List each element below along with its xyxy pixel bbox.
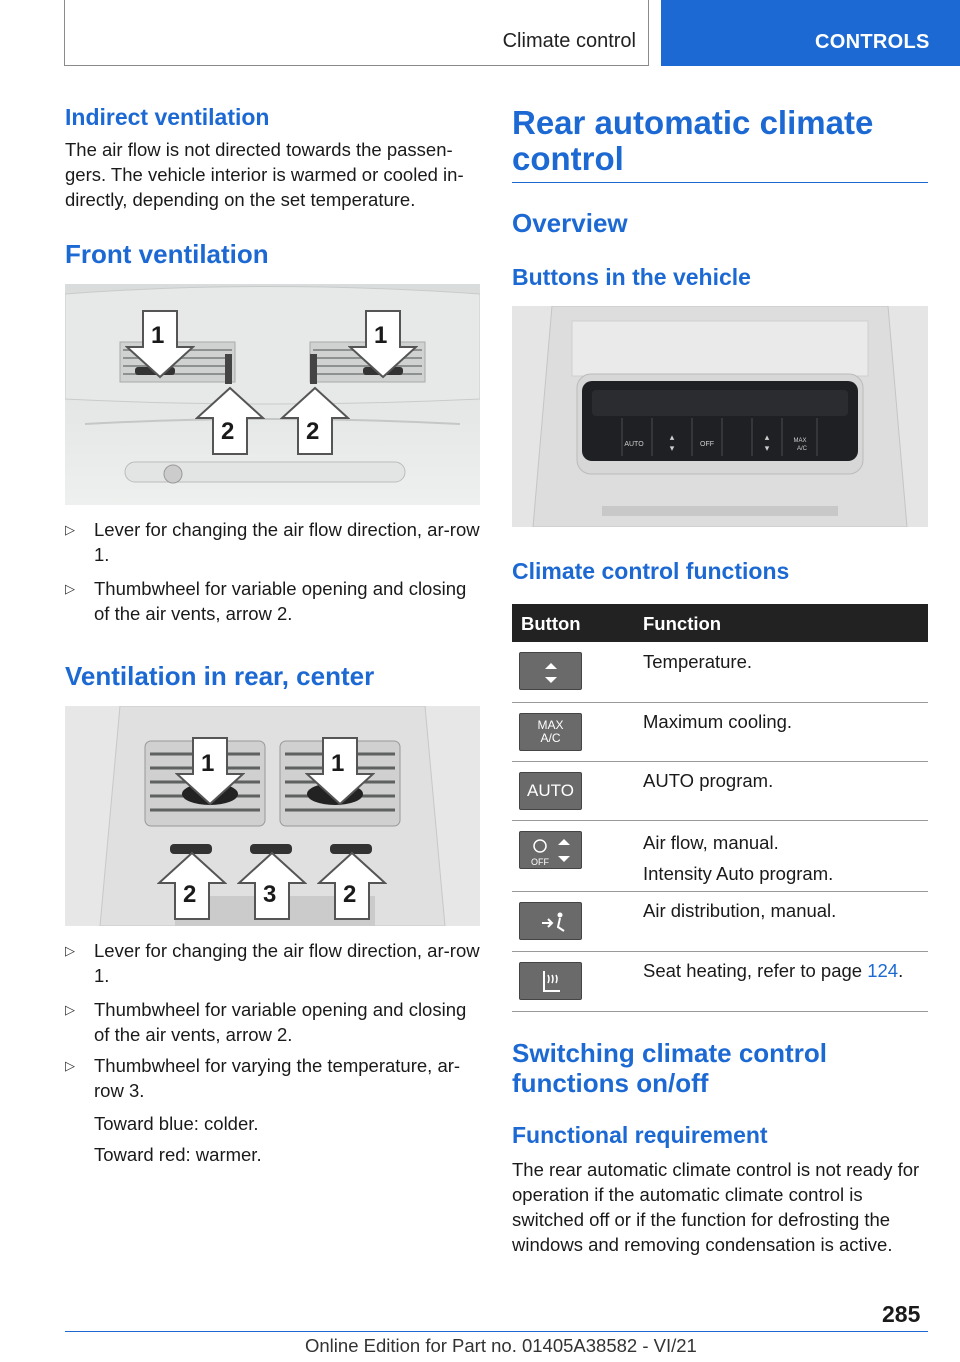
seat-heating-page-link[interactable]: 124 [867,960,899,981]
svg-text:▾: ▾ [764,443,770,453]
indirect-text: The air flow is not directed towards the passen-gers. The vehicle interior is warmed or cooled in-directly, depending on the set temperature. [65,139,464,210]
rear-label-1a: 1 [201,750,215,777]
page-title: Rear automatic climate control [512,104,874,177]
svg-text:▴: ▴ [669,432,675,442]
svg-text:OFF: OFF [700,441,714,448]
footer-edition: Online Edition for Part no. 01405A38582 - VI/21 [305,1335,697,1356]
fan-off-icon [519,831,582,869]
requirement-text: The rear automatic climate control is not ready for operation if the automatic climate control is switched off or if the function for defrosting the windows and removing condensation is active. [512,1159,920,1255]
max-ac-icon: MAX A/C [519,713,582,751]
switching-heading: Switching climate control functions on/off [512,1038,827,1098]
front-label-1a: 1 [151,322,165,349]
rear-label-3: 3 [263,881,277,908]
footer-rule [65,1331,928,1332]
functions-heading: Climate control functions [512,558,790,584]
svg-text:AUTO: AUTO [624,441,644,448]
seat-heating-icon [519,962,582,1000]
fn-air-flow-manual: Air flow, manual. [643,832,779,853]
front-label-1b: 1 [374,322,388,349]
air-distribution-icon [519,902,582,940]
table-row-temperature [512,642,928,703]
rear-center-heading: Ventilation in rear, center [65,661,375,691]
front-label-2a: 2 [221,418,235,445]
fn-auto-program: AUTO program. [643,770,774,791]
fn-temperature: Temperature. [643,651,752,672]
table-row-air-distribution [512,892,928,952]
temperature-arrows-icon [519,652,582,690]
title-rule [512,182,928,183]
table-row-fan [512,821,928,892]
rear-label-2a: 2 [183,881,197,908]
col-button-header: Button [521,613,581,634]
fn-air-distribution: Air distribution, manual. [643,900,837,921]
climate-panel-photo [512,306,928,527]
front-label-2b: 2 [306,418,320,445]
fn-max-cooling: Maximum cooling. [643,711,793,732]
table-row-seat-heating [512,952,928,1012]
table-row-auto [512,762,928,821]
fan-off-label: OFF [531,857,549,867]
buttons-heading: Buttons in the vehicle [512,264,751,290]
rear-center-vents-photo [65,706,480,926]
functions-table-header [512,604,928,642]
overview-heading: Overview [512,208,628,238]
svg-text:▴: ▴ [764,432,770,442]
indirect-heading: Indirect ventilation [65,104,270,130]
col-function-header: Function [643,613,722,634]
front-ventilation-photo [65,284,480,505]
header-chapter-tab[interactable] [661,0,960,66]
svg-text:▾: ▾ [669,443,675,453]
requirement-heading: Functional requirement [512,1122,768,1148]
rear-sub-warmer: Toward red: warmer. [94,1144,262,1165]
rear-label-1b: 1 [331,750,345,777]
fn-seat-heating: Seat heating, refer to page 124. [643,960,904,981]
svg-text:A/C: A/C [796,446,808,452]
header-section-box [64,0,649,66]
auto-icon: AUTO [519,772,582,810]
front-ventilation-heading: Front ventilation [65,239,269,269]
rear-label-2b: 2 [343,881,357,908]
svg-text:MAX: MAX [793,438,807,444]
rear-sub-colder: Toward blue: colder. [94,1113,259,1134]
fn-intensity-auto: Intensity Auto program. [643,863,834,884]
header-section-title: Climate control [502,30,636,52]
header-chapter-label: CONTROLS [815,31,930,53]
table-row-max-ac [512,703,928,762]
page-number: 285 [882,1301,921,1327]
